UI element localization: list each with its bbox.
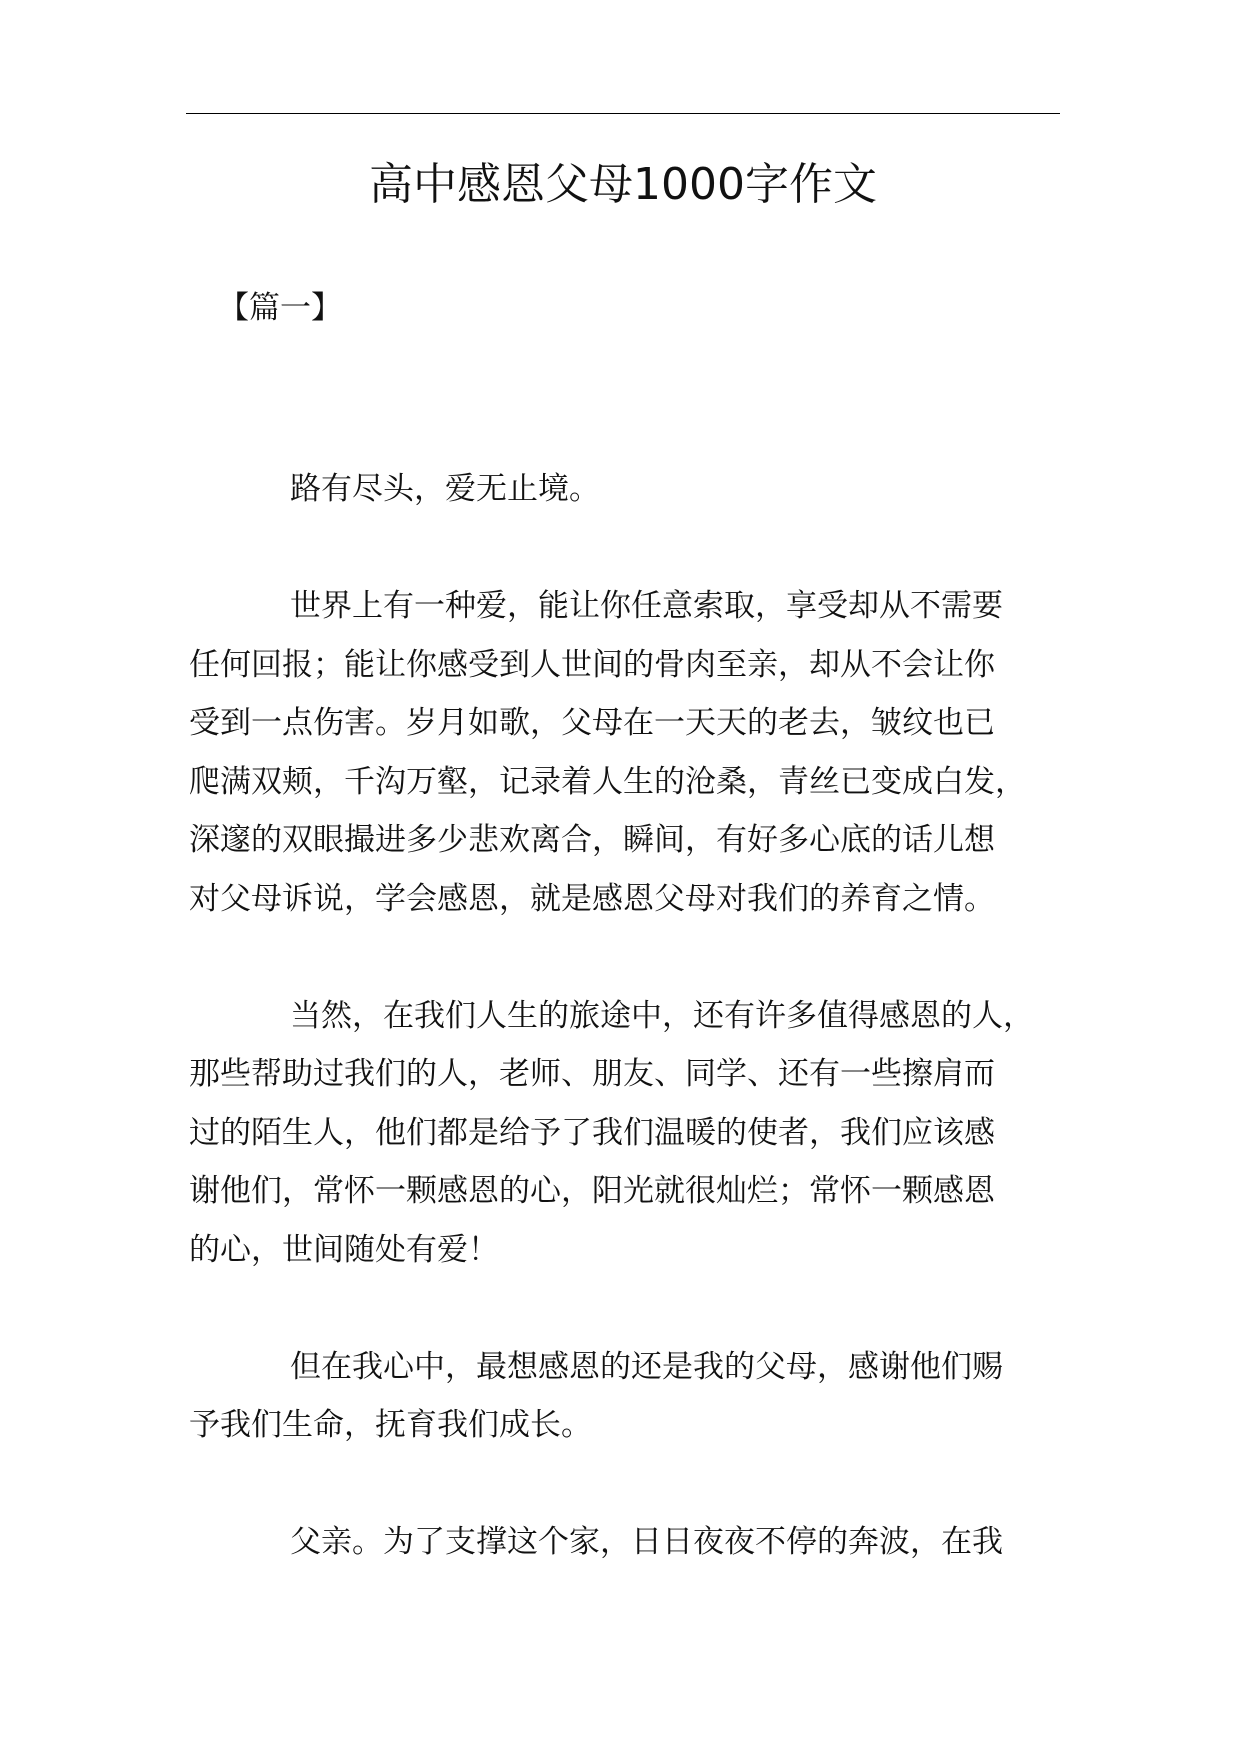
- paragraph-line: 世界上有一种爱，能让你任意索取，享受却从不需要: [290, 588, 1003, 624]
- paragraph-line: 予我们生命，抚育我们成长。: [189, 1407, 592, 1443]
- paragraph-line: 爬满双颊，千沟万壑，记录着人生的沧桑，青丝已变成白发，: [189, 763, 1026, 800]
- paragraph-line: 深邃的双眼撮进多少悲欢离合，瞬间，有好多心底的话儿想: [189, 822, 995, 858]
- paragraph-line: 路有尽头，爱无止境。: [290, 471, 600, 507]
- paragraph-line: 过的陌生人，他们都是给予了我们温暖的使者，我们应该感: [189, 1114, 995, 1151]
- section-label: 【篇一】: [218, 290, 342, 326]
- paragraph-line: 那些帮助过我们的人，老师、朋友、同学、还有一些擦肩而: [189, 1056, 995, 1092]
- paragraph-line: 的心，世间随处有爱！: [189, 1231, 499, 1268]
- document-body: [189, 460, 1069, 1572]
- paragraph-line: 但在我心中，最想感恩的还是我的父母，感谢他们赐: [290, 1348, 1003, 1385]
- paragraph-line: 对父母诉说，学会感恩，就是感恩父母对我们的养育之情。: [189, 880, 995, 917]
- paragraph-line: 谢他们，常怀一颗感恩的心，阳光就很灿烂；常怀一颗感恩: [189, 1173, 995, 1209]
- paragraph-line: 当然，在我们人生的旅途中，还有许多值得感恩的人，: [290, 997, 1034, 1034]
- paragraph-line: 受到一点伤害。岁月如歌，父母在一天天的老去，皱纹也已: [189, 705, 995, 741]
- paragraph: [189, 987, 1069, 1280]
- paragraph: [189, 577, 1069, 928]
- paragraph: [189, 460, 1069, 519]
- paragraph-line: 父亲。为了支撑这个家，日日夜夜不停的奔波，在我: [290, 1524, 1003, 1560]
- paragraph: [189, 1513, 1069, 1572]
- paragraph: [189, 1338, 1069, 1455]
- paragraph-line: 任何回报；能让你感受到人世间的骨肉至亲，却从不会让你: [189, 646, 995, 683]
- document-title: 高中感恩父母1000字作文: [369, 159, 877, 210]
- header-rule: [186, 113, 1060, 114]
